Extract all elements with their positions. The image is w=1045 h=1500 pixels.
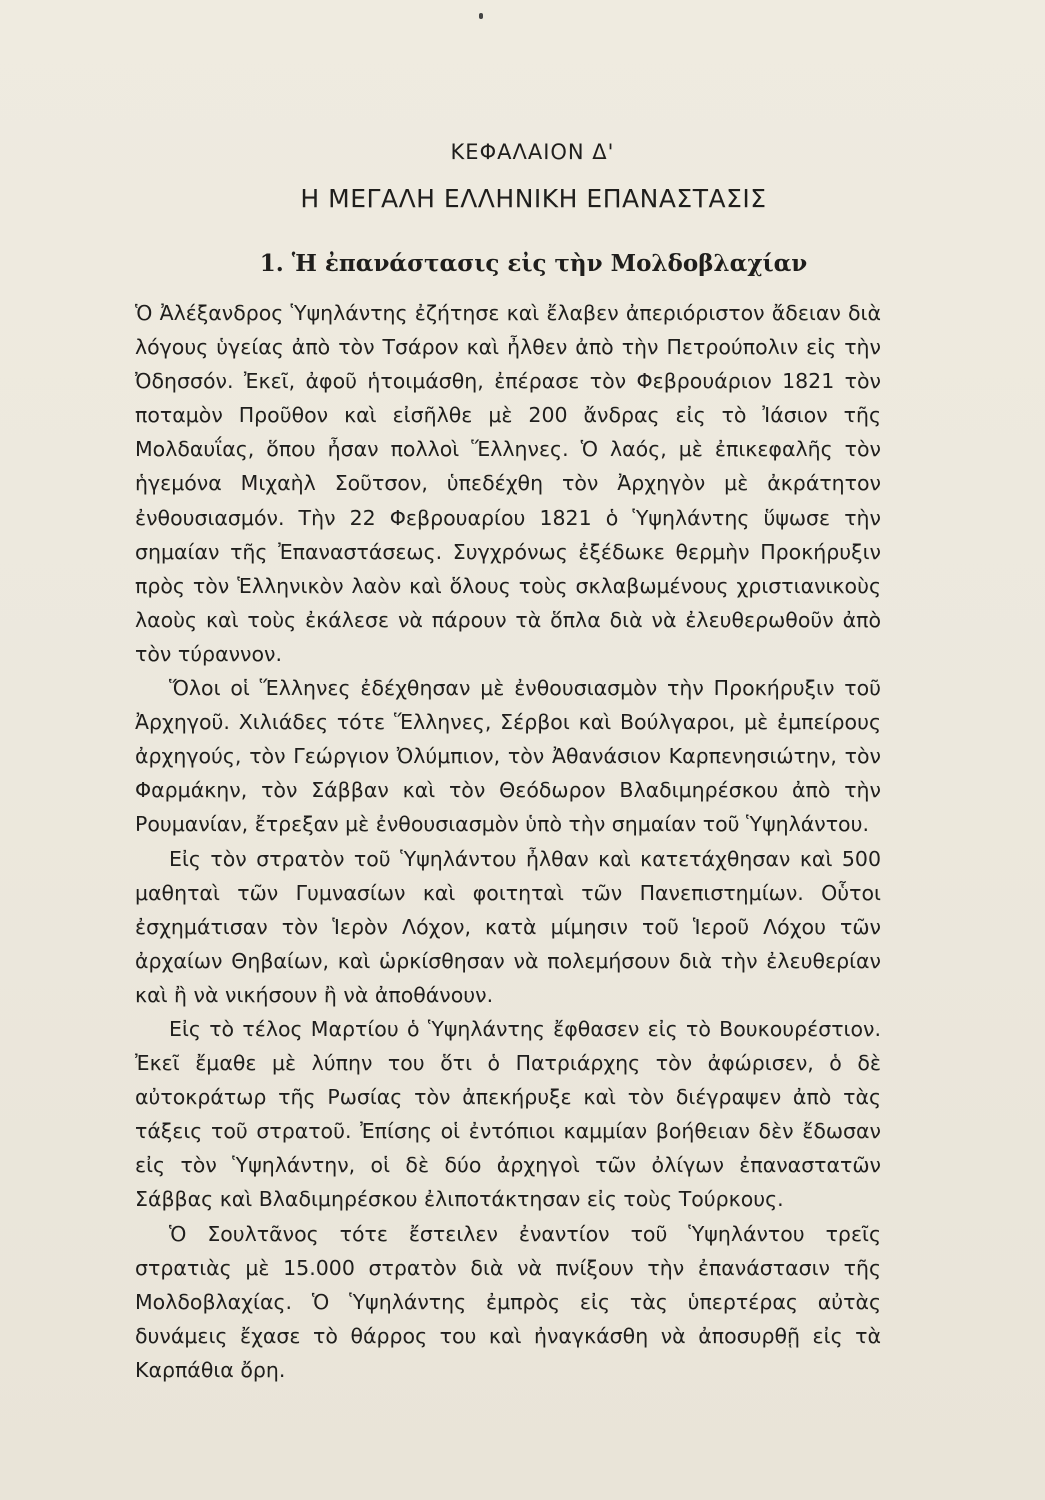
body-text: [135, 296, 881, 1387]
paragraph: Ὁ Σουλτᾶνος τότε ἔστειλεν ἐναντίον τοῦ Ὑψηλάντου τρεῖς στρατιὰς μὲ 15.000 στρατὸν διὰ νὰ πνίξουν τὴν ἐπανάστασιν τῆς Μολδοβλαχίας. Ὁ Ὑψηλάντης ἐμπρὸς εἰς τὰς ὑπερτέρας αὐτὰς δυνάμεις ἔχασε τὸ θάρρος του καὶ ἠναγκάσθη νὰ ἀποσυρθῇ εἰς τὰ Καρπάθια ὄρη.: [135, 1221, 881, 1382]
section-heading: 1. Ἡ ἐπανάστασις εἰς τὴν Μολδοβλαχίαν: [259, 250, 808, 277]
paragraph: Εἰς τὸν στρατὸν τοῦ Ὑψηλάντου ἦλθαν καὶ κατετάχθησαν καὶ 500 μαθηταὶ τῶν Γυμνασίων καὶ φοιτηταὶ τῶν Πανεπιστημίων. Οὗτοι ἐσχημάτισαν τὸν Ἱερὸν Λόχον, κατὰ μίμησιν τοῦ Ἱεροῦ Λόχου τῶν ἀρχαίων Θηβαίων, καὶ ὡρκίσθησαν νὰ πολεμήσουν διὰ τὴν ἐλευθερίαν καὶ ἢ νὰ νικήσουν ἢ νὰ ἀποθάνουν.: [135, 846, 881, 1007]
chapter-label: ΚΕΦΑΛΑΙΟΝ Δ': [450, 140, 615, 164]
chapter-title: Η ΜΕΓΑΛΗ ΕΛΛΗΝΙΚΗ ΕΠΑΝΑΣΤΑΣΙΣ: [300, 184, 767, 213]
paragraph: Ὁ Ἀλέξανδρος Ὑψηλάντης ἐζήτησε καὶ ἔλαβεν ἀπεριόριστον ἄδειαν διὰ λόγους ὑγείας ἀπὸ τὸν Τσάρον καὶ ἦλθεν ἀπὸ τὴν Πετρούπολιν εἰς τὴν Ὀδησσόν. Ἐκεῖ, ἀφοῦ ἡτοιμάσθη, ἐπέρασε τὸν Φεβρουάριον 1821 τὸν ποταμὸν Προῦθον καὶ εἰσῆλθε μὲ 200 ἄνδρας εἰς τὸ Ἰάσιον τῆς Μολδαυΐας, ὅπου ἦσαν πολλοὶ Ἕλληνες. Ὁ λαός, μὲ ἐπικεφαλῆς τὸν ἡγεμόνα Μιχαὴλ Σοῦτσον, ὑπεδέχθη τὸν Ἀρχηγὸν μὲ ἀκράτητον ἐνθουσιασμόν. Τὴν 22 Φεβρουαρίου 1821 ὁ Ὑψηλάντης ὕψωσε τὴν σημαίαν τῆς Ἐπαναστάσεως. Συγχρόνως ἐξέδωκε θερμὴν Προκήρυξιν πρὸς τὸν Ἑλληνικὸν λαὸν καὶ ὅλους τοὺς σκλαβωμένους χριστιανικοὺς λαοὺς καὶ τοὺς ἐκάλεσε νὰ πάρουν τὰ ὅπλα διὰ νὰ ἐλευθερωθοῦν ἀπὸ τὸν τύραννον.: [135, 301, 881, 666]
paragraph: Εἰς τὸ τέλος Μαρτίου ὁ Ὑψηλάντης ἔφθασεν εἰς τὸ Βουκουρέστιον. Ἐκεῖ ἔμαθε μὲ λύπην του ὅτι ὁ Πατριάρχης τὸν ἀφώρισεν, ὁ δὲ αὐτοκράτωρ τῆς Ρωσίας τὸν ἀπεκήρυξε καὶ τὸν διέγραψεν ἀπὸ τὰς τάξεις τοῦ στρατοῦ. Ἐπίσης οἱ ἐντόπιοι καμμίαν βοήθειαν δὲν ἔδωσαν εἰς τὸν Ὑψηλάντην, οἱ δὲ δύο ἀρχηγοὶ τῶν ὀλίγων ἐπαναστατῶν Σάββας καὶ Βλαδιμηρέσκου ἐλιποτάκτησαν εἰς τοὺς Τούρκους.: [135, 1016, 881, 1212]
print-mark: [479, 13, 483, 19]
paragraph: Ὅλοι οἱ Ἕλληνες ἐδέχθησαν μὲ ἐνθουσιασμὸν τὴν Προκήρυξιν τοῦ Ἀρχηγοῦ. Χιλιάδες τότε Ἕλληνες, Σέρβοι καὶ Βούλγαροι, μὲ ἐμπείρους ἀρχηγούς, τὸν Γεώργιον Ὀλύμπιον, τὸν Ἀθανάσιον Καρπενησιώτην, τὸν Φαρμάκην, τὸν Σάββαν καὶ τὸν Θεόδωρον Βλαδιμηρέσκου ἀπὸ τὴν Ρουμανίαν, ἔτρεξαν μὲ ἐνθουσιασμὸν ὑπὸ τὴν σημαίαν τοῦ Ὑψηλάντου.: [135, 676, 881, 837]
